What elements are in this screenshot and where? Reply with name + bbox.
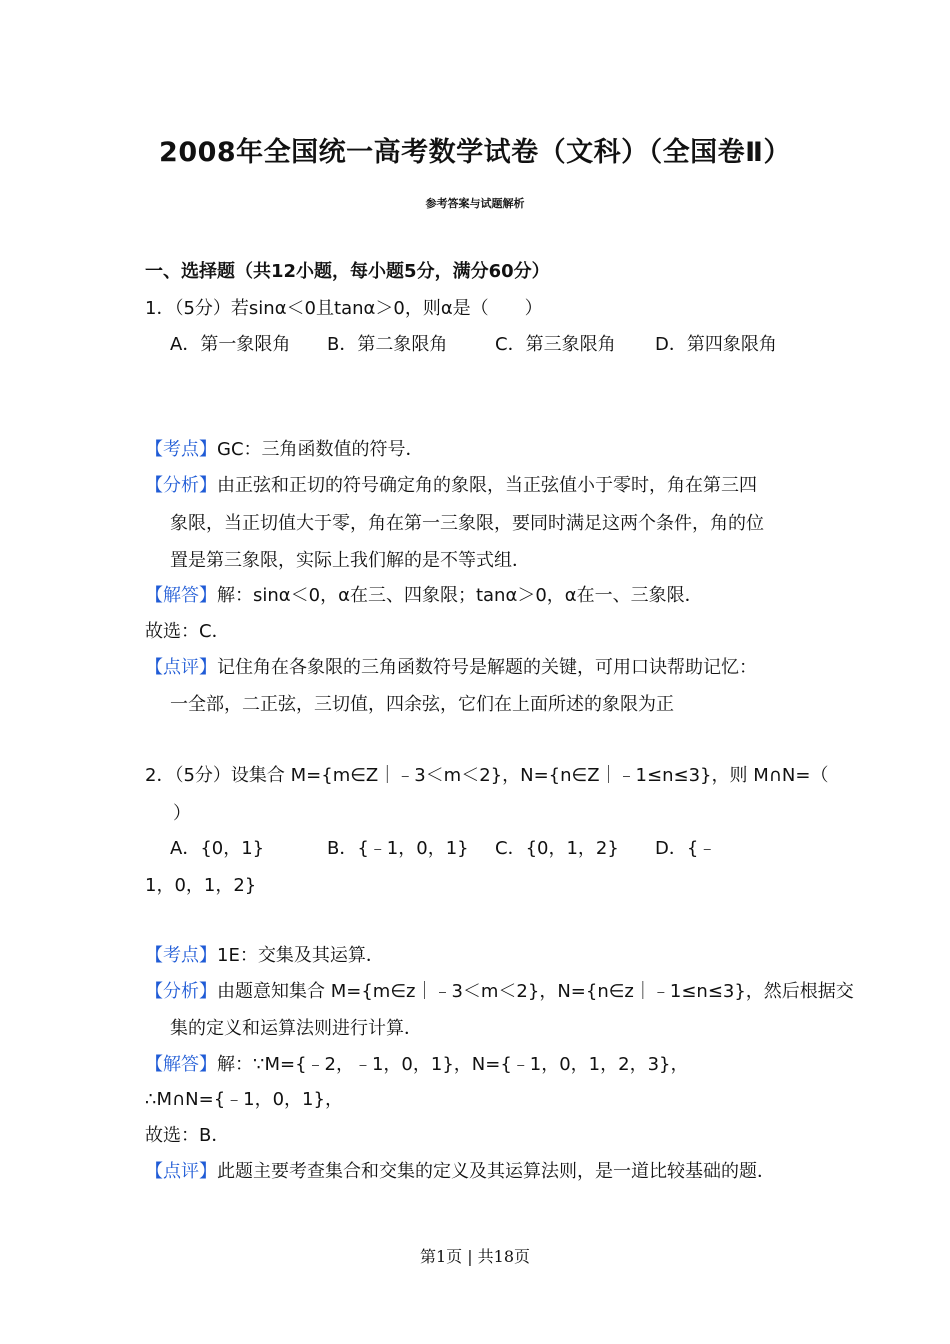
question-2-stem: 2．（5分）设集合 M={m∈Z｜﹣3＜m＜2}，N={n∈Z｜﹣1≤n≤3}，则 M∩N=（ (145, 765, 829, 786)
q2-option-d: D．{﹣ (655, 838, 717, 859)
section-heading: 一、选择题（共12小题，每小题5分，满分60分） (145, 261, 550, 282)
q2-dianping (145, 1157, 775, 1183)
q2-kaodian-text: 1E：交集及其运算． (217, 945, 384, 966)
page-title: 2008年全国统一高考数学试卷（文科）（全国卷Ⅱ） (159, 137, 791, 168)
q2-kaodian-tag: 【考点】 (145, 945, 217, 966)
q2-fenxi (145, 977, 854, 1003)
q2-jieda (145, 1050, 689, 1076)
q1-jieda-text: 解：sinα＜0，α在三、四象限；tanα＞0，α在一、三象限． (217, 585, 703, 606)
q1-dianping-line-1: 记住角在各象限的三角函数符号是解题的关键，可用口诀帮助记忆： (217, 657, 757, 678)
q2-fenxi-tag: 【分析】 (145, 981, 217, 1002)
q2-kaodian (145, 941, 384, 967)
q1-dianping-tag: 【点评】 (145, 657, 217, 678)
q1-dianping (145, 653, 757, 679)
q2-option-c: C．{0，1，2} (495, 838, 619, 859)
q2-option-a: A．{0，1} (170, 838, 265, 859)
q1-fenxi-tag: 【分析】 (145, 475, 217, 496)
q2-jieda-line-2: ∴M∩N={﹣1，0，1}， (145, 1089, 343, 1110)
q1-fenxi-line-2: 象限，当正切值大于零，角在第一三象限，要同时满足这两个条件，角的位 (170, 513, 764, 534)
q1-option-d: D．第四象限角 (655, 334, 777, 355)
q1-jieda (145, 581, 703, 607)
q1-kaodian-text: GC：三角函数值的符号． (217, 439, 424, 460)
page-subtitle: 参考答案与试题解析 (425, 197, 525, 210)
q2-jieda-text: 解：∵M={﹣2，﹣1，0，1}，N={﹣1，0，1，2，3}， (217, 1054, 689, 1075)
q1-fenxi-line-1: 由正弦和正切的符号确定角的象限，当正弦值小于零时，角在第三四 (217, 475, 757, 496)
q1-answer: 故选：C． (145, 621, 230, 642)
question-2-stem-line-2: ） (173, 803, 191, 824)
q2-answer: 故选：B． (145, 1125, 230, 1146)
q2-option-b: B．{﹣1，0，1} (327, 838, 469, 859)
q1-fenxi (145, 471, 757, 497)
q1-dianping-line-2: 一全部，二正弦，三切值，四余弦，它们在上面所述的象限为正 (170, 694, 674, 715)
q2-dianping-text: 此题主要考查集合和交集的定义及其运算法则，是一道比较基础的题． (217, 1161, 775, 1182)
q1-fenxi-line-3: 置是第三象限，实际上我们解的是不等式组． (170, 550, 530, 571)
q1-option-a: A．第一象限角 (170, 334, 291, 355)
q2-dianping-tag: 【点评】 (145, 1161, 217, 1182)
q1-kaodian-tag: 【考点】 (145, 439, 217, 460)
question-1-stem: 1．（5分）若sinα＜0且tanα＞0，则α是（ ） (145, 298, 543, 319)
q1-option-b: B．第二象限角 (327, 334, 448, 355)
q1-option-c: C．第三象限角 (495, 334, 616, 355)
q1-kaodian (145, 435, 424, 461)
q2-fenxi-line-1: 由题意知集合 M={m∈z｜﹣3＜m＜2}，N={n∈z｜﹣1≤n≤3}，然后根据交 (217, 981, 854, 1002)
page-footer: 第1页 | 共18页 (419, 1247, 531, 1266)
q2-fenxi-line-2: 集的定义和运算法则进行计算． (170, 1018, 422, 1039)
q2-option-d-continued: 1，0，1，2} (145, 875, 257, 896)
q2-jieda-tag: 【解答】 (145, 1054, 217, 1075)
q1-jieda-tag: 【解答】 (145, 585, 217, 606)
